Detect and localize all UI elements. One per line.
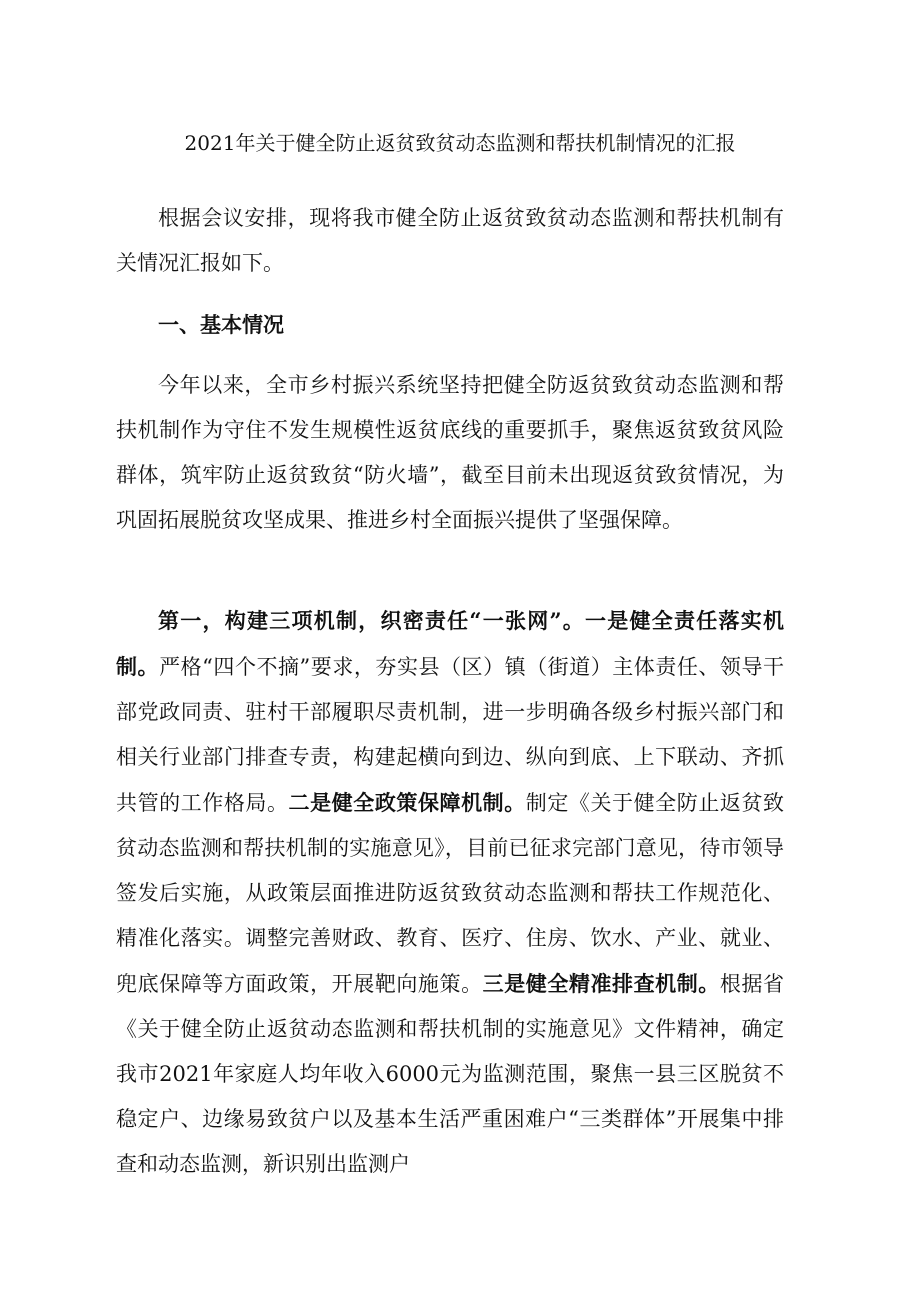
basic-situation-paragraph: 今年以来，全市乡村振兴系统坚持把健全防返贫致贫动态监测和帮扶机制作为守住不发生规模性返贫底线的重要抓手，聚焦返贫致贫风险群体，筑牢防止返贫致贫“防火墙”，截至目前未出现返贫致贫情况，为巩固拓展脱贫攻坚成果、推进乡村全面振兴提供了坚强保障。 — [116, 373, 784, 532]
intro-paragraph: 根据会议安排，现将我市健全防止返贫致贫动态监测和帮扶机制有关情况汇报如下。 — [116, 206, 784, 275]
bold-text-3: 三是健全精准排查机制。 — [482, 971, 720, 996]
paragraph-text-3: 根据省《关于健全防止返贫动态监测和帮扶机制的实施意见》文件精神，确定我市2021年家庭人均年收入6000元为监测范围，聚焦一县三区脱贫不稳定户、边缘易致贫户以及基本生活严重困难户“三类群体”开展集中排查和动态监测，新识别出监测户 — [116, 972, 785, 1176]
mechanisms-paragraph — [116, 598, 784, 1187]
section-heading-basic: 一、基本情况 — [158, 312, 284, 337]
lead-bold-text: 第一，构建三项机制，织密责任“一张网”。一是健全责任落实机制。 — [116, 608, 784, 679]
paragraph-text-1: 严格“四个不摘”要求，夯实县（区）镇（街道）主体责任、领导干部党政同责、驻村干部履职尽责机制，进一步明确各级乡村振兴部门和相关行业部门排查专责，构建起横向到边、纵向到底、上下联动、齐抓共管的工作格局。 — [116, 655, 784, 815]
paragraph-text-2: 制定《关于健全防止返贫致贫动态监测和帮扶机制的实施意见》，目前已征求完部门意见，待市领导签发后实施，从政策层面推进防返贫致贫动态监测和帮扶工作规范化、精准化落实。调整完善财政、教育、医疗、住房、饮水、产业、就业、兜底保障等方面政策，开展靶向施策。 — [116, 791, 785, 996]
bold-text-2: 二是健全政策保障机制。 — [288, 790, 526, 815]
document-title: 2021年关于健全防止返贫致贫动态监测和帮扶机制情况的汇报 — [184, 131, 736, 155]
